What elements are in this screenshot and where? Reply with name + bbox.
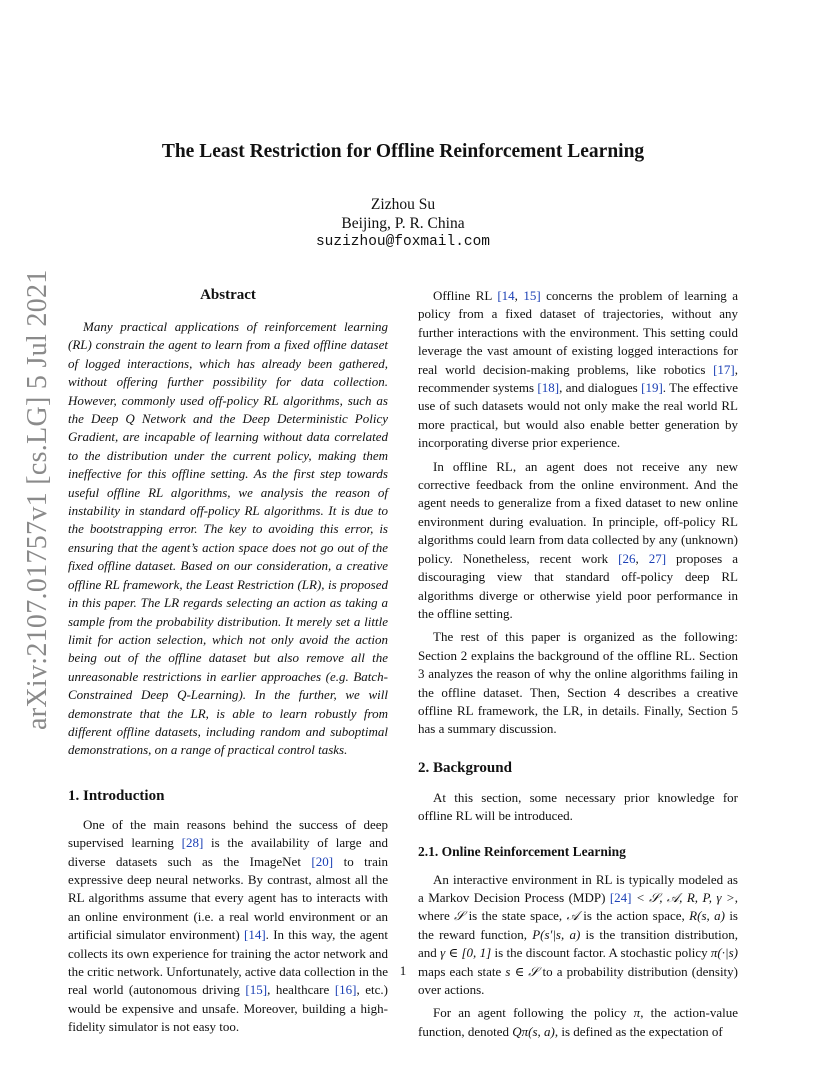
citation[interactable]: [24]: [609, 889, 632, 905]
left-column: [68, 285, 388, 1037]
arxiv-identifier: arXiv:2107.01757v1 [cs.LG] 5 Jul 2021: [22, 269, 53, 730]
intro-paragraph: One of the main reasons behind the success of deep supervised learning [28] is the availability of large and diverse datasets such as the ImageNet [20] to train expressive deep neural networks. By contrast, almost all the RL algorithms assume that every agent has to interacts with an online environment (i.e. a real world environment or an artificial simulator environment) [14]. In this way, the agent collects its own experience for training the actor network and the critic network. Unfortunately, active data collection in the real world (autonomous driving [15], healthcare [16], etc.) would be expensive and unsafe. Moreover, building a high-fidelity simulator is not easy too.: [68, 816, 389, 1035]
citation[interactable]: [14: [497, 288, 515, 303]
subsection-heading-online-rl: 2.1. Online Reinforcement Learning: [418, 843, 626, 859]
citation[interactable]: [19]: [641, 380, 663, 396]
citation[interactable]: [14]: [244, 927, 266, 943]
math-mdp-tuple: < 𝒮, 𝒜, R, P, γ >: [631, 889, 735, 905]
abstract-text: Many practical applications of reinforcement learning (RL) constrain the agent to learn from a fixed offline dataset of logged interactions, which has already been gathered, without offering further possibility for data collection. However, commonly used off-policy RL algorithms, such as the Deep Q Network and the Deep Deterministic Policy Gradient, are incapable of learning without data correlated to the distribution under the current policy, making them ineffective for this offline setting. As the first step towards useful offline RL algorithms, we analysis the reason of instability in standard off-policy RL algorithms. It is due to the bootstrapping error. The key to avoiding this error, is ensuring that the agent’s action space does not go out of the fixed offline dataset. Based on our consideration, a creative offline RL framework, the Least Restriction (LR), is proposed in this paper. The LR regards selecting an action as taking a sample from the probability distribution. It merely set a little limit for action selection, which not only avoid the action being out of the offline dataset but also remove all the unreasonable restrictions in earlier approaches (e.g. Batch-Constrained Deep Q-Learning). In the further, we will demonstrate that the LR, is able to learn robustly from different offline datasets, including random and suboptimal demonstrations, on a range of practical control tasks.: [68, 319, 388, 758]
math-reward-function: R(s, a): [689, 908, 725, 924]
math-pi: π: [633, 1005, 641, 1021]
math-policy: π(·|s): [710, 945, 738, 961]
citation[interactable]: [18]: [537, 380, 560, 396]
citation[interactable]: [17]: [713, 361, 735, 377]
intro-paragraph-organization: The rest of this paper is organized as the following: Section 2 explains the background of the offline RL. Section 3 analyzes the reason of why the online algorithms failing in the offline dataset. Then, Section 4 describes a creative offline RL framework, the LR, in details. Finally, Section 5 has a summary discussion.: [418, 629, 738, 737]
author-name: Zizhou Su: [370, 196, 436, 213]
math-action-space: 𝒜: [566, 908, 579, 924]
math-q-function: Qπ(s, a): [512, 1023, 555, 1039]
citation[interactable]: 27]: [648, 550, 667, 566]
intro-paragraph-corrective-feedback: In offline RL, an agent does not receive any new corrective feedback from the online environment. And the agent needs to generalize from a fixed dataset to new online environment during evaluation. In principle, off-policy RL algorithms could learn from data collected by any (unknown) policy. Nonetheless, recent work [26, 27] proposes a discouraging view that standard off-policy deep RL algorithms diverge or otherwise yield poor performance in the offline setting.: [418, 458, 738, 621]
abstract-heading: Abstract: [200, 287, 256, 303]
math-state-membership: s ∈ 𝒮: [505, 963, 539, 979]
citation[interactable]: 15]: [523, 288, 541, 303]
mdp-paragraph: An interactive environment in RL is typically modeled as a Markov Decision Process (MDP) [24] < 𝒮, 𝒜, R, P, γ >, where 𝒮 is the state space, 𝒜 is the action space, R(s, a) is the reward function, P(s′|s, a) is the transition distribution, and γ ∈ [0, 1] is the discount factor. A stochastic policy π(·|s) maps each state s ∈ 𝒮 to a probability distribution (density) over actions.: [418, 871, 739, 997]
paper-title: The Least Restriction for Offline Reinforcement Learning: [161, 141, 645, 162]
math-transition: P(s′|s, a): [532, 926, 581, 942]
author-affiliation: Beijing, P. R. China: [341, 215, 465, 232]
citation[interactable]: [15]: [245, 982, 268, 998]
section-heading-background: 2. Background: [418, 759, 512, 776]
right-column: [418, 287, 738, 1041]
math-state-space: 𝒮: [454, 908, 465, 924]
author-email[interactable]: suzizhou@foxmail.com: [315, 234, 491, 250]
section-heading-introduction: 1. Introduction: [68, 787, 165, 804]
page-number: 1: [399, 963, 407, 978]
citation[interactable]: [20]: [311, 853, 334, 869]
citation[interactable]: [28]: [181, 835, 204, 851]
citation[interactable]: [16]: [334, 982, 357, 998]
math-discount: γ ∈ [0, 1]: [440, 945, 492, 961]
action-value-paragraph: For an agent following the policy π, the action-value function, denoted Qπ(s, a), is defined as the expectation of: [418, 1005, 738, 1039]
intro-paragraph-offline-rl: Offline RL [14, 15] concerns the problem of learning a policy from a fixed dataset of trajectories, without any further interactions with the environment. This setting could leverage the vast amount of existing logged interactions for real world decision-making problems, like robotics [17], recommender systems [18], and dialogues [19]. The effective use of such datasets would not only make the real world RL more practical, but would also enable better generation by incorporating diverse prior experience.: [418, 288, 739, 451]
citation[interactable]: [26: [618, 550, 636, 566]
background-paragraph: At this section, some necessary prior knowledge for offline RL will be introduced.: [418, 789, 738, 824]
